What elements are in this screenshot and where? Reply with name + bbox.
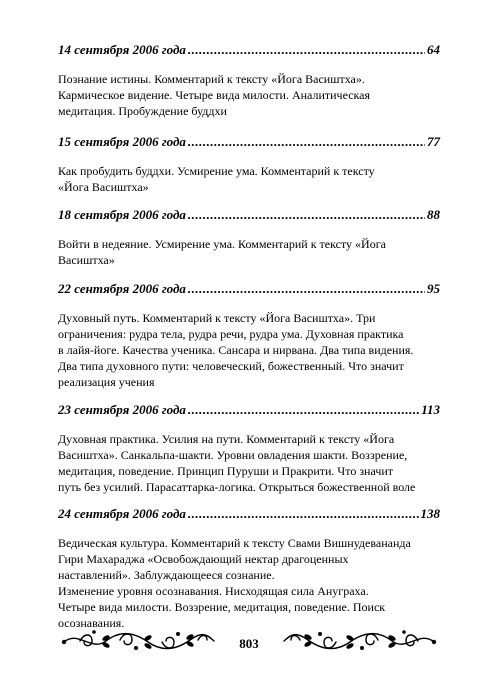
entry-description [58, 431, 440, 495]
description-line: медитация, поведение. Принцип Пуруши и Пракрити. Что значит [58, 464, 394, 478]
toc-entry-heading[interactable] [58, 134, 440, 150]
description-line: Васиштха». Санкальпа-шакти. Уровни овладения шакти. Воззрение, [58, 448, 408, 462]
description-line: осознавания. [58, 616, 125, 630]
description-line: Духовный путь. Комментарий к тексту «Йога Васиштха». Три [58, 311, 376, 325]
description-line: Войти в недеяние. Усмирение ума. Комментарий к тексту «Йога [58, 237, 386, 251]
toc-entry-6 [58, 506, 440, 631]
entry-date: 22 сентября 2006 года [58, 281, 186, 296]
description-line: медитация. Пробуждение буддхи [58, 104, 227, 118]
entry-date: 23 сентября 2006 года [58, 402, 186, 417]
entry-date: 14 сентября 2006 года [58, 42, 186, 57]
dot-leader [188, 281, 425, 297]
description-line: наставлений». Заблуждающееся сознание. [58, 568, 275, 582]
description-line: Четыре вида милости. Воззрение, медитация, поведение. Поиск [58, 600, 386, 614]
toc-entry-2 [58, 134, 440, 195]
entry-page-number: 64 [427, 42, 440, 57]
description-line: Гири Махараджа «Освобождающий нектар драгоценных [58, 552, 349, 566]
description-line: «Йога Васиштха» [58, 180, 149, 194]
description-line: Духовная практика. Усилия на пути. Комментарий к тексту «Йога [58, 432, 395, 446]
entry-page-number: 77 [427, 134, 440, 149]
entry-page-number: 138 [420, 506, 440, 521]
entry-description [58, 71, 440, 119]
toc-entry-5 [58, 402, 440, 495]
dot-leader [188, 207, 425, 223]
entry-description [58, 236, 440, 268]
description-line: ограничения: рудра тела, рудра речи, рудра ума. Духовная практика [58, 327, 404, 341]
entry-description [58, 163, 440, 195]
description-line: Васиштха» [58, 253, 115, 267]
floral-ornament-right-icon [282, 628, 440, 654]
entry-date: 15 сентября 2006 года [58, 134, 186, 149]
toc-entry-4 [58, 281, 440, 390]
description-line: путь без усилий. Парасаттарка-логика. Открыться божественной воле [58, 480, 416, 494]
entry-date: 24 сентября 2006 года [58, 506, 186, 521]
description-line: Ведическая культура. Комментарий к тексту Свами Вишнудевананда [58, 536, 411, 550]
toc-entry-1 [58, 42, 440, 119]
entry-page-number: 113 [421, 402, 440, 417]
toc-entry-heading[interactable] [58, 402, 440, 418]
toc-entry-heading[interactable] [58, 506, 440, 522]
toc-entry-heading[interactable] [58, 42, 440, 58]
entry-description [58, 310, 440, 390]
dot-leader [188, 402, 419, 418]
toc-entry-heading[interactable] [58, 281, 440, 297]
description-line: реализация учения [58, 375, 155, 389]
entry-date: 18 сентября 2006 года [58, 207, 186, 222]
description-line: в лайя-йоге. Качества ученика. Сансара и нирвана. Два типа видения. [58, 343, 414, 357]
entry-page-number: 88 [427, 207, 440, 222]
entry-description [58, 535, 440, 631]
toc-entry-heading[interactable] [58, 207, 440, 223]
description-line: Познание истины. Комментарий к тексту «Йога Васиштха». [58, 72, 365, 86]
dot-leader [188, 506, 419, 522]
dot-leader [188, 42, 425, 58]
page-number: 803 [239, 636, 259, 651]
description-line: Два типа духовного пути: человеческий, божественный. Что значит [58, 359, 404, 373]
description-line: Кармическое видение. Четыре вида милости. Аналитическая [58, 88, 371, 102]
dot-leader [188, 134, 425, 150]
description-line: Как пробудить буддхи. Усмирение ума. Комментарий к тексту [58, 164, 375, 178]
toc-entry-3 [58, 207, 440, 268]
description-line: Изменение уровня осознавания. Нисходящая сила Ануграха. [58, 584, 369, 598]
entry-page-number: 95 [427, 281, 440, 296]
page-footer [58, 622, 440, 662]
